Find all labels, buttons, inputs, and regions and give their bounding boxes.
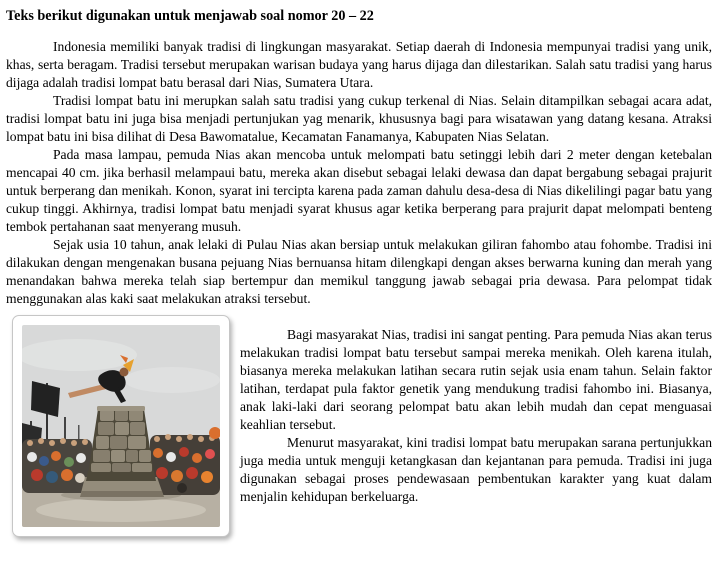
paragraph-2: Tradisi lompat batu ini merupkan salah satu tradisi yang cukup terkenal di Nias. Selain ditampilkan sebagai acara adat, tradisi lompat batu ini juga bisa menjadi pertunjukan yag menarik, khususnya bagi para wisatawan yang datang kesana. Atraksi lompat batu ini bisa dilihat di Desa Bawomatalue, Kecamatan Fanamanya, Kabupaten Nias Selatan.: [6, 93, 712, 144]
passage-header: Teks berikut digunakan untuk menjawab soal nomor 20 – 22: [6, 8, 374, 24]
bottom-section: [6, 315, 712, 537]
photo-cloud: [22, 339, 137, 371]
paragraph-5: Bagi masyarakat Nias, tradisi ini sangat penting. Para pemuda Nias akan terus melakukan tradisi lompat batu tersebut sampai mereka menikah. Oleh karena itulah, biasanya mereka melakukan latihan secara rutin sejak usia enam tahun. Selain faktor latihan, terdapat pula faktor genetik yang mendukung tradisi fahombo ini. Biasanya, anak laki-laki dari seorang pelompat batu akan lebih mudah dan cepat menguasai keahlian tersebut.: [240, 327, 712, 432]
paragraph-1: Indonesia memiliki banyak tradisi di lingkungan masyarakat. Setiap daerah di Indonesia mempunyai tradisi yang unik, khas, serta beragam. Tradisi tersebut merupakan warisan budaya yang harus dijaga dan dilestarikan. Salah satu tradisi yang harus dijaga adalah tradisi lompat batu berasal dari Nias, Sumatera Utara.: [6, 39, 712, 90]
photo-cloud: [124, 367, 220, 393]
paragraph-4: Sejak usia 10 tahun, anak lelaki di Pulau Nias akan bersiap untuk melakukan giliran fahombo atau fohombe. Tradisi ini dilakukan dengan mengenakan busana pejuang Nias bernuansa hitam dilengkapi dengan akses berwarna kuning dan merah yang menandakan bahwa mereka telah siap bertempur dan memikul tanggung jawab sebagai pria dewasa. Para pelompat tidak menggunakan alas kaki saat melakukan atraksi tersebut.: [6, 237, 712, 306]
paragraph-6: Menurut masyarakat, kini tradisi lompat batu merupakan sarana pertunjukkan juga media untuk menguji ketangkasan dan kejantanan para pemuda. Tradisi ini juga digunakan sebagai proses pendewasaan pembentukan karakter yang kuat dalam menjalin kehidupan berkeluarga.: [240, 435, 712, 504]
photo-crowd-right: [150, 427, 220, 495]
side-column: [240, 315, 712, 506]
photo-frame: [12, 315, 230, 537]
paragraph-3: Pada masa lampau, pemuda Nias akan mencoba untuk melompati batu setinggi lebih dari 2 meter dengan ketebalan mencapai 40 cm. jika berhasil melampaui batu, mereka akan disebut sebagai lelaki dewasa dan dapat bergabung sebagai prajurit untuk berperang dan menikah. Konon, syarat ini tercipta karena pada zaman dahulu desa-desa di Nias dikelilingi pagar batu yang cukup tinggi. Akhirnya, tradisi lompat batu menjadi syarat khusus agar ketika berperang para prajurit dapat melompati benteng tembok pertahanan saat menyerang musuh.: [6, 147, 712, 234]
photo-crowd-left: [22, 438, 92, 493]
nias-stone-jump-photo: [22, 325, 220, 527]
photo-ground-light: [36, 498, 206, 522]
